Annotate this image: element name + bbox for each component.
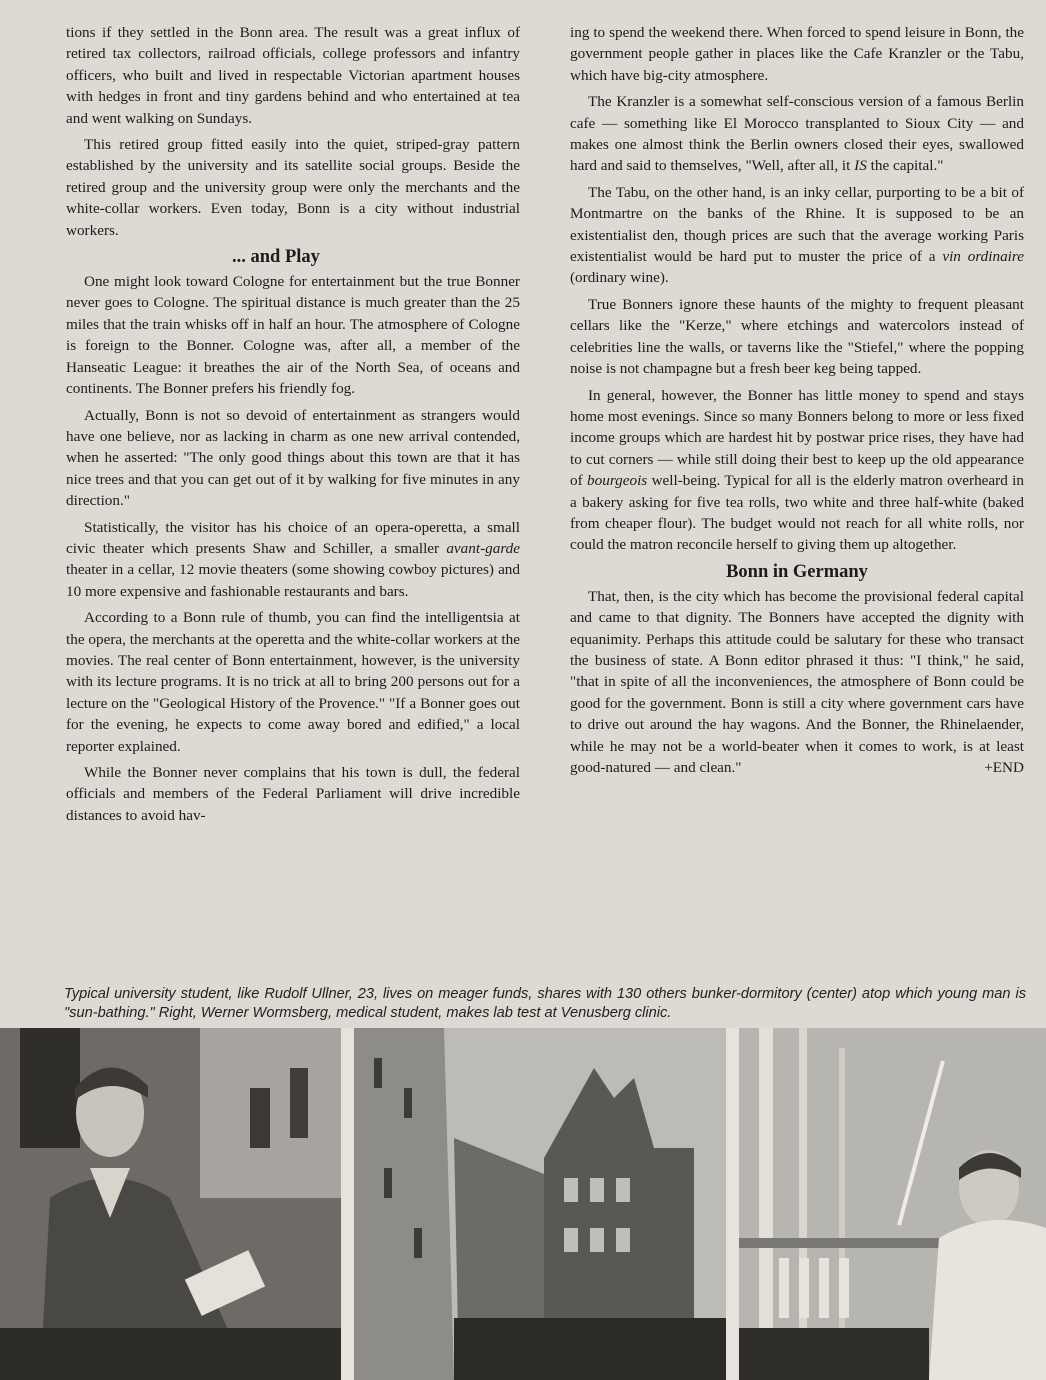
- bunker-dormitory-image: [354, 1028, 726, 1380]
- paragraph: True Bonners ignore these haunts of the mighty to frequent pleasant cellars like the "Kerze," where etchings and watercolors instead of celebrities line the walls, or taverns like the "Stiefel," where the popping noise is not champagne but a fresh beer keg being tapped.: [570, 295, 1024, 378]
- photo-divider: [726, 1028, 739, 1380]
- paragraph: While the Bonner never complains that his town is dull, the federal officials and members of the Federal Parliament will drive incredible distances to avoid hav-: [66, 764, 520, 824]
- right-column: [570, 22, 1024, 783]
- photo-divider: [341, 1028, 354, 1380]
- section-heading: ... and Play: [232, 247, 320, 268]
- paragraph: According to a Bonn rule of thumb, you can find the intelligentsia at the opera, the merchants at the operetta and the white-collar workers at the movies. The real center of Bonn entertainment, however, is the university with its lecture programs. It is no trick at all to bring 200 persons out for a lecture on the "Geological History of the Provence." "If a Bonner goes out for the evening, he expects to come away bored and edified," a local reporter explained.: [66, 609, 520, 755]
- student-portrait-image: [0, 1028, 341, 1380]
- paragraph: That, then, is the city which has become the provisional federal capital and came to that dignity. The Bonners have accepted the dignity with equanimity. Perhaps this attitude could be salutary for these who transact the business of state. A Bonn editor phrased it thus: "I think," he said, "that in spite of all the inconveniences, the atmosphere of Bonn could be good for the government. Bonn is still a city where government cars have to drive out around the hay wagons. And the Bonner, the Rhinelaender, while he may not be a world-beater when it comes to work, is at least good-natured — and clean." +END: [570, 586, 1024, 779]
- paragraph: ing to spend the weekend there. When forced to spend leisure in Bonn, the government people gather in places like the Cafe Kranzler or the Tabu, which have big-city atmosphere.: [570, 24, 1024, 84]
- photo-caption: Typical university student, like Rudolf Ullner, 23, lives on meager funds, shares with 130 others bunker-dormitory (center) atop which young man is "sun-bathing." Right, Werner Wormsberg, medical student, makes lab test at Venusberg clinic.: [64, 986, 1026, 1021]
- lab-test-image: [739, 1028, 1046, 1380]
- left-column: [66, 22, 520, 831]
- photo-student-portrait: [0, 1028, 341, 1380]
- paragraph: This retired group fitted easily into the quiet, striped-gray pattern established by the university and its satellite social groups. Beside the retired group and the university group were only the merchants and the white-collar workers. Even today, Bonn is a city without industrial workers.: [66, 136, 520, 239]
- paragraph: The Tabu, on the other hand, is an inky cellar, purporting to be a bit of Montmartre on the banks of the Rhine. It is supposed to be an existentialist den, though prices are such that the average working Paris existentialist would be hard put to muster the price of a vin ordinaire (ordinary wine).: [570, 183, 1024, 287]
- paragraph: In general, however, the Bonner has little money to spend and stays home most evenings. Since so many Bonners belong to more or less fixed income groups which are hardest hit by postwar price rises, they have had to cut corners — while still doing their best to keep up the old appearance of bourgeois well-being. Typical for all is the elderly matron overheard in a bakery asking for five tea rolls, two white and three half-white (baked from cheaper flour). The budget would not reach for all white rolls, nor could the matron reconcile herself to giving them up altogether.: [570, 386, 1024, 554]
- photo-bunker-dormitory: [354, 1028, 726, 1380]
- paragraph: tions if they settled in the Bonn area. The result was a great influx of retired tax collectors, railroad officials, college professors and infantry officers, who built and lived in respectable Victorian apartment houses with hedges in front and tiny gardens behind and who entertained at tea and went walking on Sundays.: [66, 24, 520, 127]
- paragraph: The Kranzler is a somewhat self-conscious version of a famous Berlin cafe — something like El Morocco transplanted to Sioux City — and makes one almost think the Berlin owners closed their eyes, swallowed hard and said to themselves, "Well, after all, it IS the capital.": [570, 93, 1024, 175]
- paragraph: One might look toward Cologne for entertainment but the true Bonner never goes to Cologne. The spiritual distance is much greater than the 25 miles that the train whisks off in half an hour. The atmosphere of Cologne is foreign to the Bonner. Cologne was, after all, a member of the Hanseatic League: it breathes the air of the North Sea, of oceans and continents. The Bonner prefers his friendly fog.: [66, 273, 520, 398]
- paragraph: Statistically, the visitor has his choice of an opera-operetta, a small civic theater which presents Shaw and Schiller, a smaller avant-garde theater in a cellar, 12 movie theaters (some showing cowboy pictures) and 10 more expensive and fashionable restaurants and bars.: [66, 518, 520, 600]
- section-heading: Bonn in Germany: [726, 561, 868, 582]
- end-mark: +END: [984, 759, 1024, 776]
- paragraph: Actually, Bonn is not so devoid of entertainment as strangers would have one believe, nor as lacking in charm as one new arrival contended, when he asserted: "The only good things about this town are that it has nice trees and that you can get out of it by walking for five minutes in any direction.": [66, 406, 520, 510]
- photo-lab-test: [739, 1028, 1046, 1380]
